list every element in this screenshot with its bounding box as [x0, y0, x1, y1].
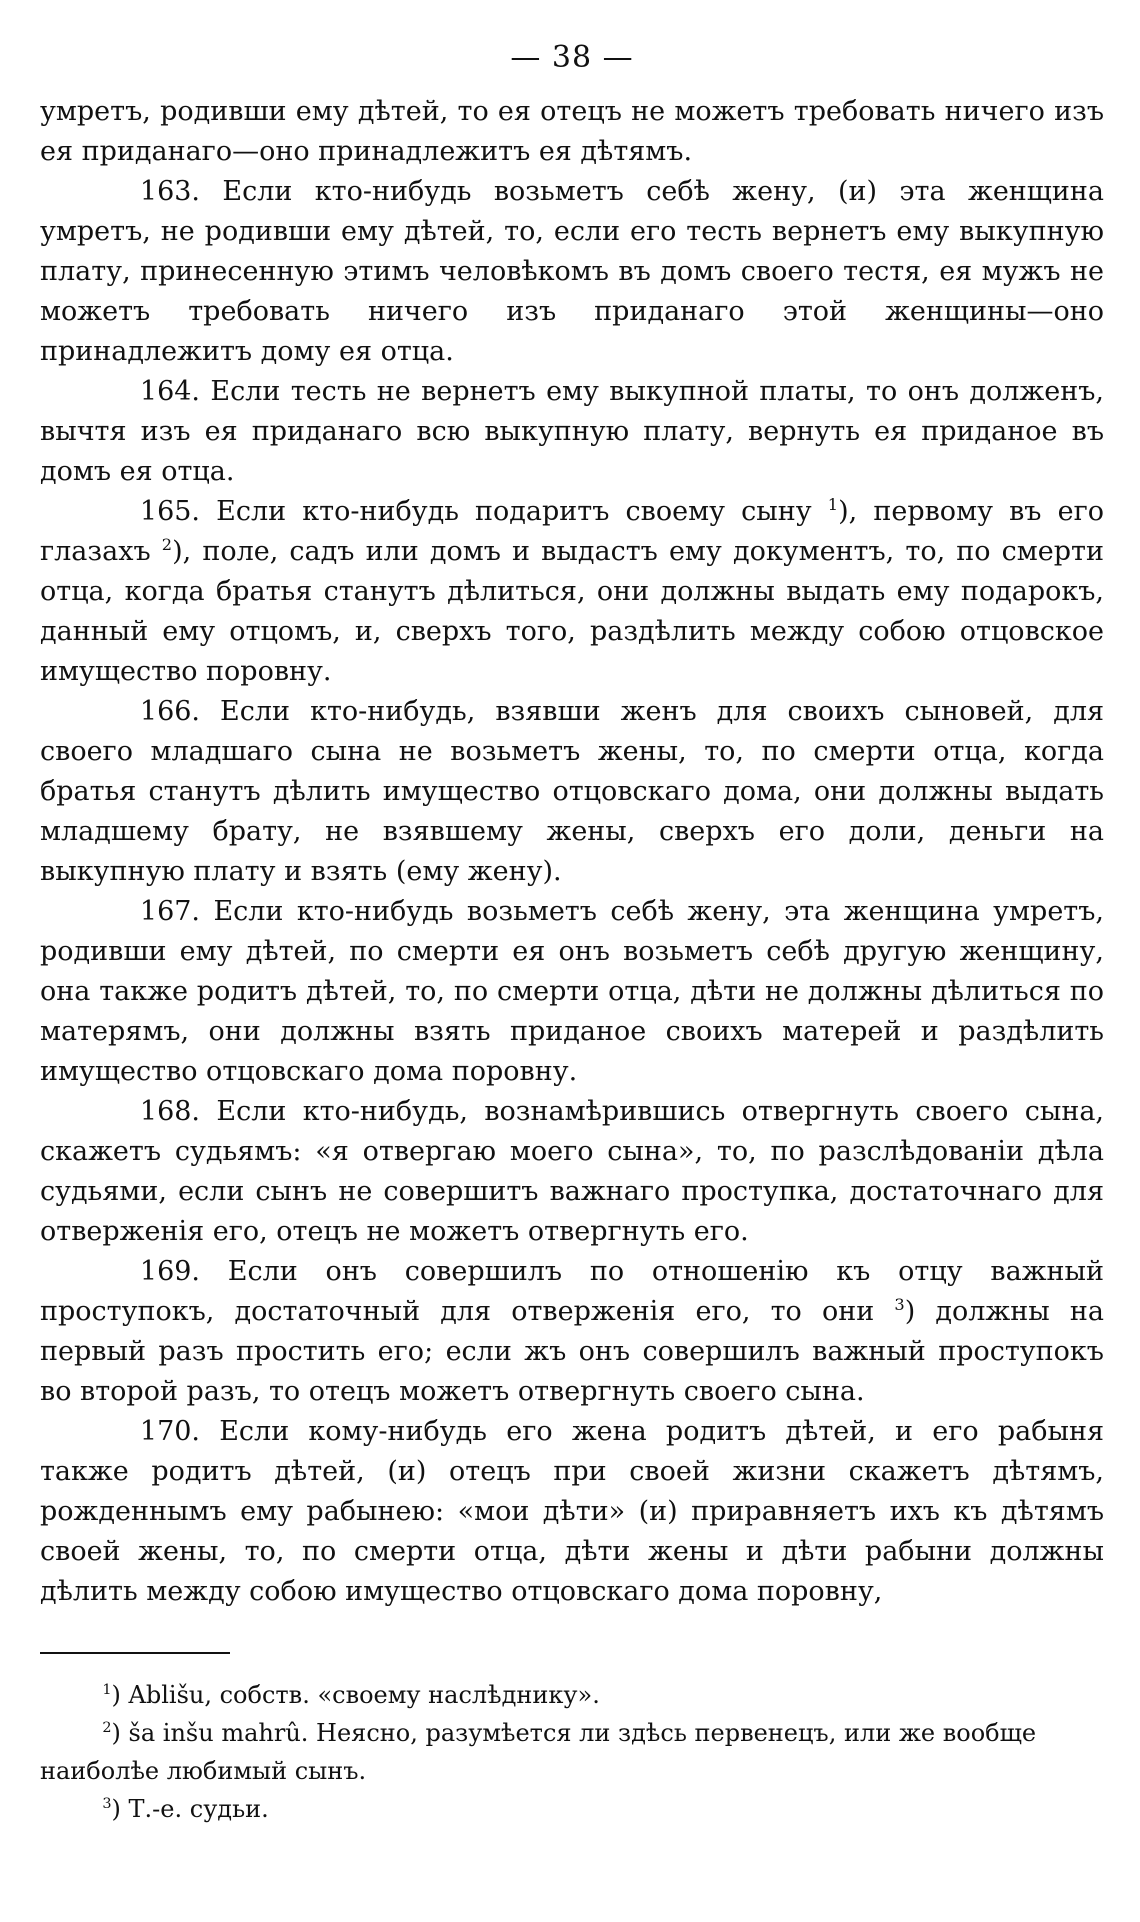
footnote-text-3: ) Т.-е. судьи. [111, 1795, 269, 1823]
footnote-text-1: ) Ablišu, собств. «своему наслѣднику». [111, 1681, 600, 1709]
footnote-mark-3: 3 [102, 1796, 112, 1812]
paragraph-165-part-1: 165. Если кто-нибудь подаритъ своему сыну [139, 496, 828, 527]
paragraph-170: 170. Если кому-нибудь его жена родитъ дѣтей, и его рабыня также родитъ дѣтей, (и) отецъ при своей жизни скажетъ дѣтямъ, рожденнымъ ему рабынею: «мои дѣти» (и) приравняетъ ихъ къ дѣтямъ своей жены, то, по смерти отца, дѣти жены и дѣти рабыни должны дѣлить между собою имущество отцовскаго дома поровну, [40, 1416, 1104, 1607]
footnote-mark-1: 1 [102, 1682, 112, 1698]
paragraph-165-part-3: ), поле, садъ или домъ и выдастъ ему документъ, то, по смерти отца, когда братья станутъ дѣлиться, они должны выдать ему подарокъ, данный ему отцомъ, и, сверхъ того, раздѣлить между собою отцовское имущество поровну. [40, 536, 1104, 687]
page-number: — 38 — [510, 40, 634, 75]
footnote-2 [40, 1714, 1104, 1790]
paragraph-165 [40, 492, 1104, 692]
document-page [40, 30, 1104, 1828]
footnote-mark-2: 2 [102, 1720, 112, 1736]
footnotes [40, 1676, 1104, 1828]
paragraph-continuation: умретъ, родивши ему дѣтей, то ея отецъ не можетъ требовать ничего изъ ея приданаго—оно принадлежитъ ея дѣтямъ. [40, 96, 1104, 167]
footnote-ref-3: 3 [894, 1295, 905, 1314]
footnote-3 [40, 1790, 1104, 1828]
paragraph-164: 164. Если тесть не вернетъ ему выкупной платы, то онъ долженъ, вычтя изъ ея приданаго всю выкупную плату, вернуть ея приданое въ домъ ея отца. [40, 376, 1104, 487]
paragraph-166: 166. Если кто-нибудь, взявши женъ для своихъ сыновей, для своего младшаго сына не возьметъ жены, то, по смерти отца, когда братья станутъ дѣлить имущество отцовскаго дома, они должны выдать младшему брату, не взявшему жены, сверхъ его доли, деньги на выкупную плату и взять (ему жену). [40, 696, 1104, 887]
footnote-text-2: ) ša inšu mahrû. Неясно, разумѣется ли здѣсь первенецъ, или же вообще наиболѣе любимый сынъ. [40, 1719, 1037, 1785]
paragraph-169-part-1: 169. Если онъ совершилъ по отношенію къ отцу важный проступокъ, достаточный для отверженія его, то они [40, 1256, 1104, 1327]
footnote-divider [40, 1652, 230, 1654]
paragraph-168: 168. Если кто-нибудь, вознамѣрившись отвергнуть своего сына, скажетъ судьямъ: «я отвергаю моего сына», то, по разслѣдованіи дѣла судьями, если сынъ не совершитъ важнаго проступка, достаточнаго для отверженія его, отецъ не можетъ отвергнуть его. [40, 1096, 1104, 1247]
main-text [40, 92, 1104, 1612]
footnote-ref-2: 2 [161, 535, 173, 554]
footnote-1 [40, 1676, 1104, 1714]
paragraph-167: 167. Если кто-нибудь возьметъ себѣ жену, эта женщина умретъ, родивши ему дѣтей, по смерти ея онъ возьметъ себѣ другую женщину, она также родитъ дѣтей, то, по смерти отца, дѣти не должны дѣлиться по матерямъ, они должны взять приданое своихъ матерей и раздѣлить имущество отцовскаго дома поровну. [40, 896, 1104, 1087]
paragraph-163: 163. Если кто-нибудь возьметъ себѣ жену, (и) эта женщина умретъ, не родивши ему дѣтей, то, если его тесть вернетъ ему выкупную плату, принесенную этимъ человѣкомъ въ домъ своего тестя, ея мужъ не можетъ требовать ничего изъ приданаго этой женщины—оно принадлежитъ дому ея отца. [40, 176, 1104, 367]
paragraph-169-part-2: ) должны на первый разъ простить его; если жъ онъ совершилъ важный проступокъ во второй разъ, то отецъ можетъ отвергнуть своего сына. [40, 1296, 1104, 1407]
paragraph-165-part-2: ), первому въ его глазахъ [40, 496, 1104, 567]
footnote-ref-1: 1 [827, 495, 839, 514]
paragraph-169 [40, 1252, 1104, 1412]
